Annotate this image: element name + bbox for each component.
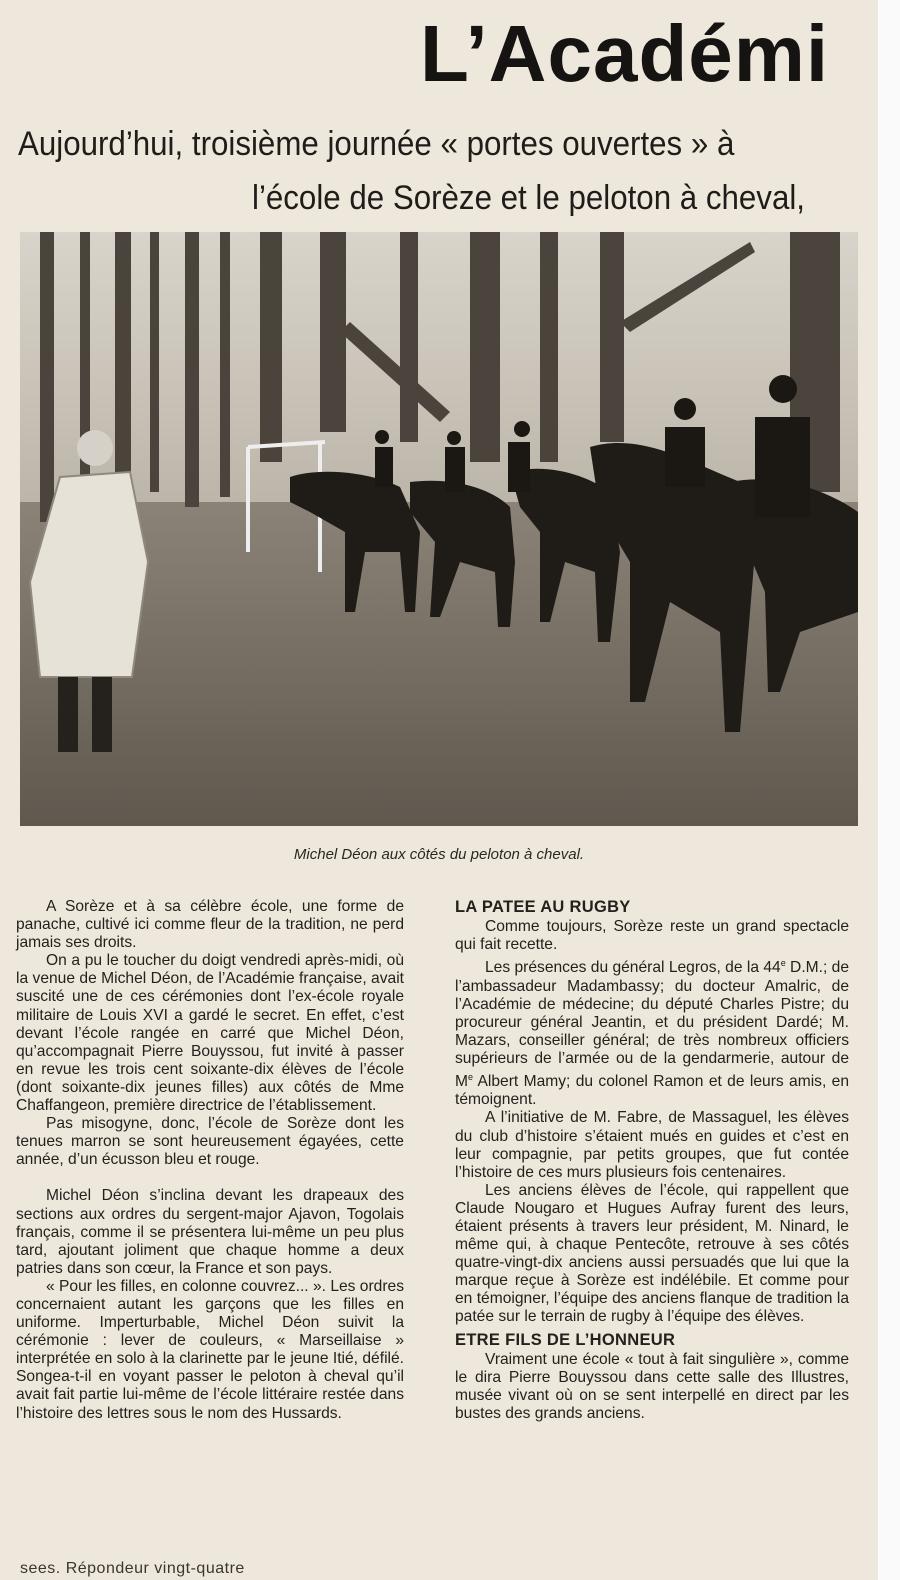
subhead-line-1: Aujourd’hui, troisième journée « portes ouvertes » à xyxy=(18,125,735,163)
paragraph: Comme toujours, Sorèze reste un grand spectacle qui fait recette. xyxy=(455,918,849,954)
paragraph: On a pu le toucher du doigt vendredi après-midi, où la venue de Michel Déon, de l’Académie française, avait suscité une de ces cérémonies dont l’ex-école royale militaire de Louis XVI a gardé le secret. En effet, c’est devant l’école rangée en carré que Michel Déon, qu’accompagnait Pierre Bouyssou, fut invité à passer en revue les trois cent soixante-dix élèves de l’école (dont soixante-dix jeunes filles) aux côtés de Mme Chaffangeon, première directrice de l’établissement. xyxy=(16,952,404,1115)
paragraph: Vraiment une école « tout à fait singulière », comme le dira Pierre Bouyssou dans cette salle des Illustres, musée vivant où on se sent interpellé en direct par les bustes des grands anciens. xyxy=(455,1350,849,1422)
subhead-line-2: l’école de Sorèze et le peloton à cheval, xyxy=(252,179,805,217)
article-left-column xyxy=(16,898,404,1423)
scan-margin xyxy=(878,0,900,1580)
paragraph: Les anciens élèves de l’école, qui rappellent que Claude Nougaro et Hugues Aufray furent des leurs, étaient présents à travers leur président, M. Ninard, le même qui, à chaque Pentecôte, retrouve à ses côtés quatre-vingt-dix anciens aussi persuadés que lui que la marque reçue à Sorèze est indélébile. Et comme pour en témoigner, l’équipe des anciens flanque de tradition la patée sur le terrain de rugby à l’équipe des élèves. xyxy=(455,1181,849,1326)
section-heading-rugby: LA PATEE AU RUGBY xyxy=(455,898,631,916)
photo-horses-icon xyxy=(20,232,858,826)
paragraph: Pas misogyne, donc, l’école de Sorèze dont les tenues marron se sont heureusement égayées, cette année, d’un écusson bleu et rouge. xyxy=(16,1115,404,1169)
masthead xyxy=(420,4,878,104)
superscript: e xyxy=(468,1072,474,1083)
text-run: D.M.; de l’ambassadeur Madambassy; du docteur Amalric, de l’Académie de médecine; du député Charles Pistre; du procureur général Jeantin, et du président Dardé; M. Mazars, conseiller général; de très nombreux officiers supérieurs de l’armée ou de la gendarmerie, autour de M xyxy=(455,959,849,1091)
masthead-title: L’Académi xyxy=(420,9,830,98)
text-run: Les présences du général Legros, de la 44 xyxy=(485,959,781,977)
paragraph: A Sorèze et à sa célèbre école, une forme de panache, cultivé ici comme fleur de la tradition, ne perd jamais ses droits. xyxy=(16,898,404,952)
section-heading-honneur: ETRE FILS DE L’HONNEUR xyxy=(455,1330,676,1349)
text-run: Albert Mamy; du colonel Ramon et de leurs amis, en témoignent. xyxy=(455,1073,849,1109)
photo-caption: Michel Déon aux côtés du peloton à cheval. xyxy=(293,846,585,863)
paragraph: Michel Déon s’inclina devant les drapeaux des sections aux ordres du sergent-major Ajavon, Togolais français, comme il se présentera lui-même un peu plus tard, ajoutant joliment que chaque homme a deux patries dans son cœur, la France et son pays. xyxy=(16,1187,404,1277)
article-photo xyxy=(20,232,858,826)
superscript: e xyxy=(780,958,786,969)
cut-off-text-fragment: sees. Répondeur vingt-quatre xyxy=(20,1560,245,1577)
paragraph: A l’initiative de M. Fabre, de Massaguel, les élèves du club d’histoire s’étaient mués en guides et c’est en leur compagnie, par petits groupes, que fut contée l’histoire de ces murs plusieurs fois centenaires. xyxy=(455,1109,849,1181)
paragraph-guests xyxy=(455,954,849,1109)
article-right-column xyxy=(455,898,849,1423)
paragraph: « Pour les filles, en colonne couvrez... ». Les ordres concernaient autant les garçons que les filles en uniforme. Imperturbable, Michel Déon suivit la cérémonie : lever de couleurs, « Marseillaise » interprétée en solo à la clarinette par le jeune Itié, défilé. Songea-t-il en voyant passer le peloton à cheval qu’il avait fait partie lui-même de l’école littéraire restée dans l’histoire des lettres sous le nom des Hussards. xyxy=(16,1277,404,1422)
